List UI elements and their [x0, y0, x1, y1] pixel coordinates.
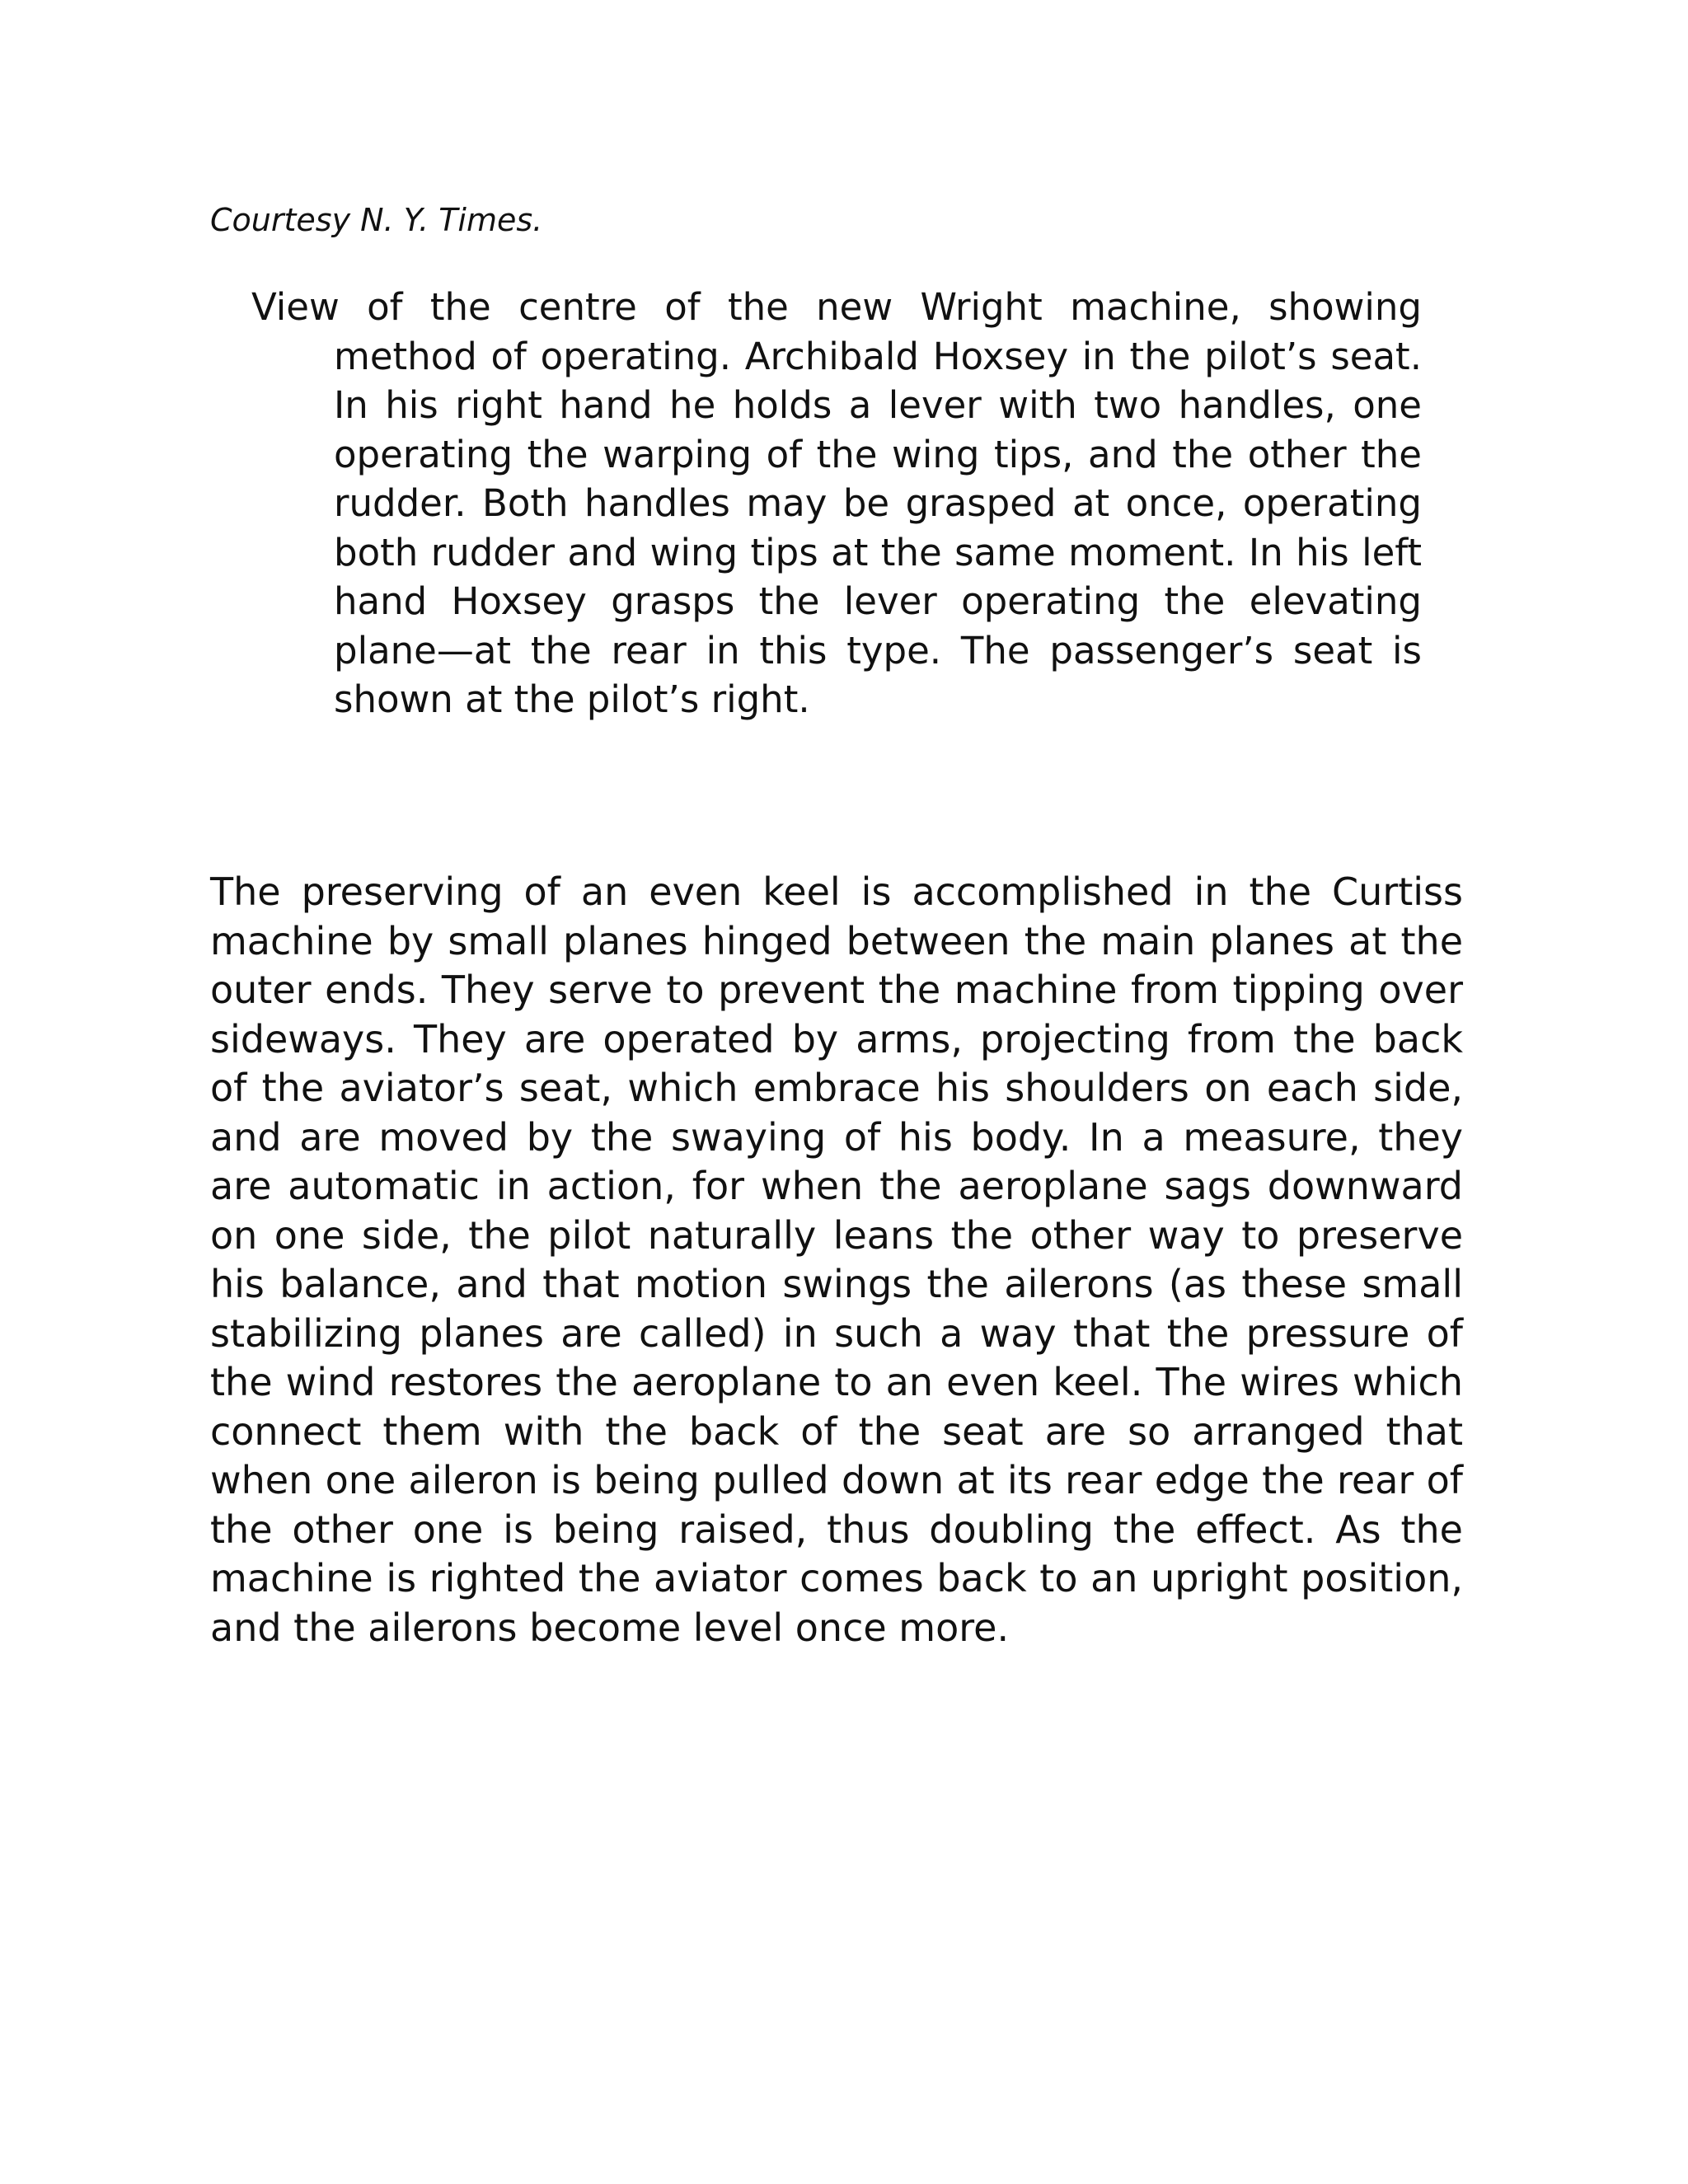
photo-credit: Courtesy N. Y. Times.: [210, 202, 543, 238]
figure-caption: View of the centre of the new Wright machine, showing method of operating. Archibald Hoxsey in the pilot’s seat. In his right hand he holds a lever with two handles, one operating the warping of the wing tips, and the other the rudder. Both handles may be grasped at once, operating both rudder and wing tips at the same moment. In his left hand Hoxsey grasps the lever operating the elevating plane—at the rear in this type. The passenger’s seat is shown at the pilot’s right.: [251, 285, 1422, 721]
body-paragraph: The preserving of an even keel is accomplished in the Curtiss machine by small planes hinged between the main planes at the outer ends. They serve to prevent the machine from tipping over sideways. They are operated by arms, projecting from the back of the aviator’s seat, which embrace his shoulders on each side, and are moved by the swaying of his body. In a measure, they are automatic in action, for when the aeroplane sags downward on one side, the pilot naturally leans the other way to preserve his balance, and that motion swings the ailerons (as these small stabilizing planes are called) in such a way that the pressure of the wind restores the aeroplane to an even keel. The wires which connect them with the back of the seat are so arranged that when one aileron is being pulled down at its rear edge the rear of the other one is being raised, thus doubling the effect. As the machine is righted the aviator comes back to an upright position, and the ailerons become level once more.: [210, 869, 1463, 1650]
